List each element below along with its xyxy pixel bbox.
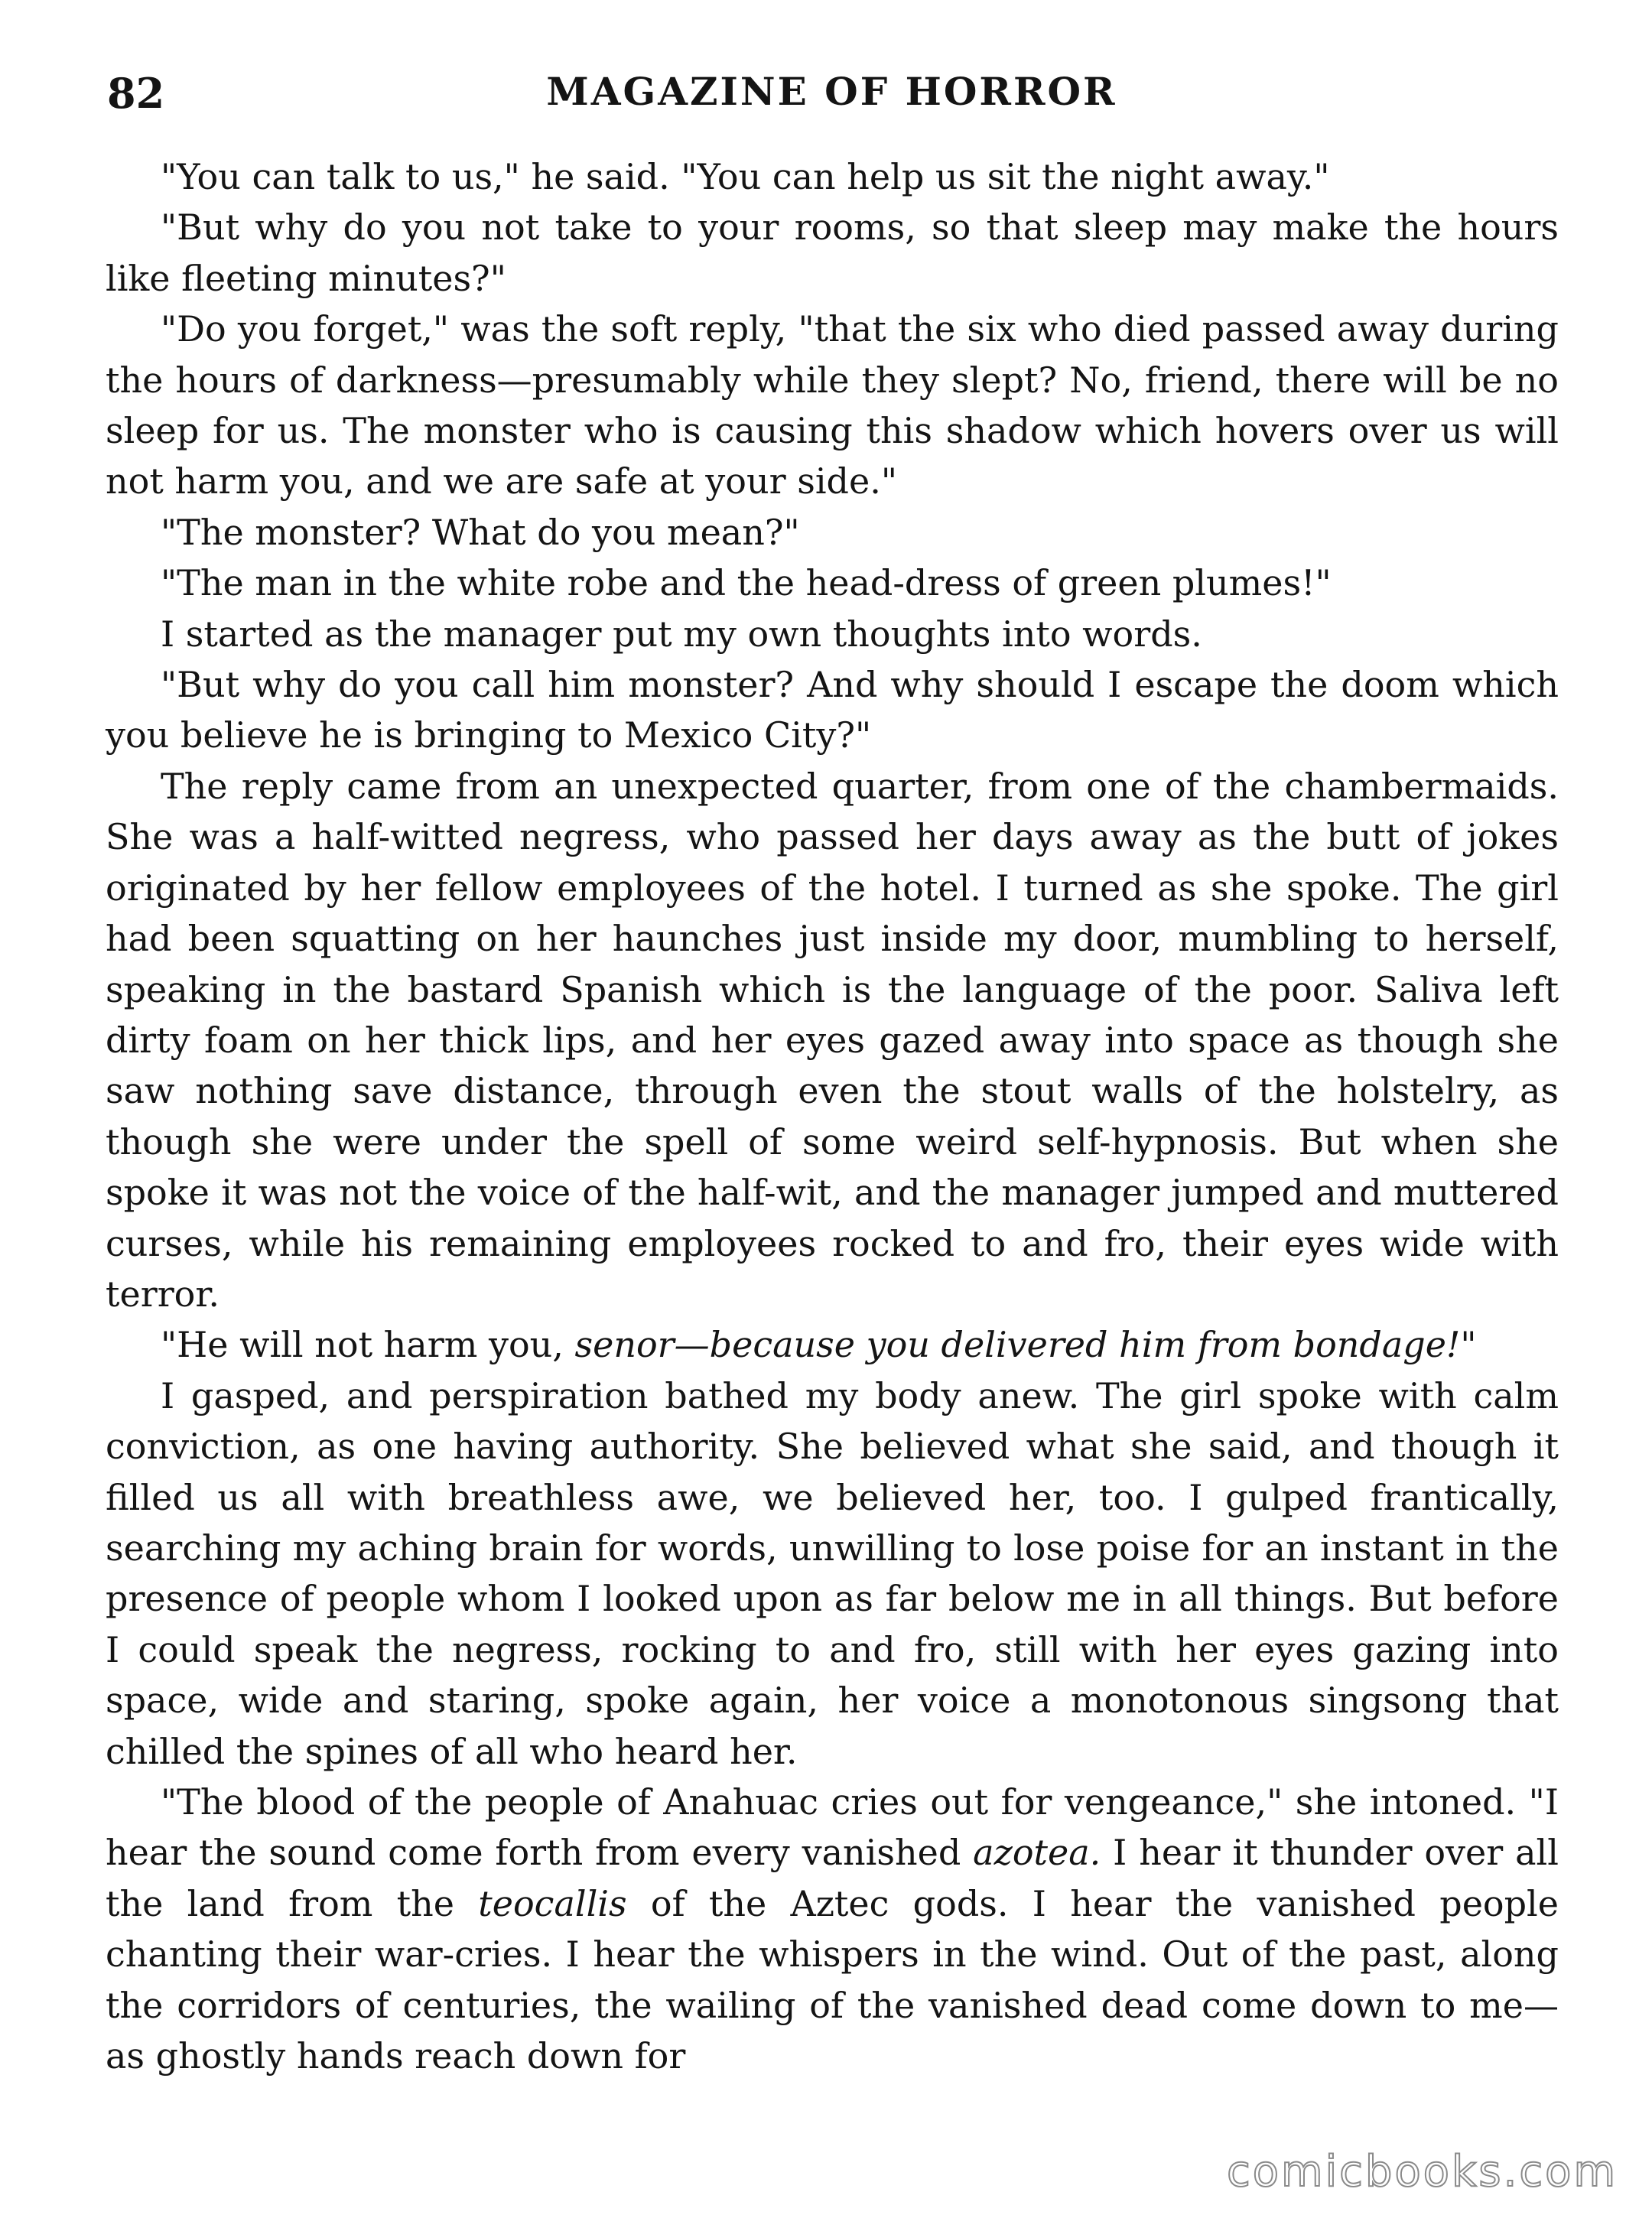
story-paragraph (106, 609, 1559, 659)
text-run: I started as the manager put my own thoughts into words. (161, 613, 1202, 655)
page-header (107, 69, 1556, 138)
site-watermark: comicbooks.com (1226, 2147, 1618, 2197)
story-paragraph (106, 1319, 1559, 1370)
text-run: "He will not harm you, (161, 1324, 575, 1366)
text-run: "But why do you call him monster? And why should I escape the doom which you believe he is bringing to Mexico City?" (106, 664, 1559, 756)
story-paragraph (106, 507, 1559, 558)
story-paragraph (106, 1777, 1559, 2081)
italic-text-run: senor—because you delivered him from bondage! (574, 1324, 1461, 1366)
story-paragraph (106, 1371, 1559, 1777)
text-run: "The man in the white robe and the head-dress of green plumes!" (161, 562, 1332, 604)
text-run: " (1460, 1324, 1477, 1366)
text-run: "You can talk to us," he said. "You can help us sit the night away." (161, 156, 1330, 197)
text-run: "The monster? What do you mean?" (161, 511, 800, 553)
story-paragraph (106, 151, 1559, 202)
italic-text-run: teocallis (478, 1882, 627, 1924)
italic-text-run: azotea. (973, 1832, 1101, 1874)
story-paragraph (106, 558, 1559, 608)
story-paragraph (106, 202, 1559, 304)
text-run: "Do you forget," was the soft reply, "that the six who died passed away during the hours of darkness—presumably while they slept? No, friend, there will be no sleep for us. The monster who is causing this shadow which hovers over us will not harm you, and we are safe at your side." (106, 308, 1559, 502)
running-title: MAGAZINE OF HORROR (546, 69, 1117, 114)
story-body-text (106, 151, 1559, 2081)
story-paragraph (106, 659, 1559, 761)
text-run: "But why do you not take to your rooms, so that sleep may make the hours like fleeting minutes?" (106, 207, 1559, 299)
story-paragraph (106, 761, 1559, 1319)
text-run: I gasped, and perspiration bathed my body anew. The girl spoke with calm conviction, as one having authority. She believed what she said, and though it filled us all with breathless awe, we believed her, too. I gulped frantically, searching my aching brain for words, unwilling to lose poise for an instant in the presence of people whom I looked upon as far below me in all things. But before I could speak the negress, rocking to and fro, still with her eyes gazing into space, wide and staring, spoke again, her voice a monotonous singsong that chilled the spines of all who heard her. (106, 1374, 1559, 1772)
text-run: The reply came from an unexpected quarter, from one of the chambermaids. She was a half-witted negress, who passed her days away as the butt of jokes originated by her fellow employees of the hotel. I turned as she spoke. The girl had been squatting on her haunches just inside my door, mumbling to herself, speaking in the bastard Spanish which is the language of the poor. Saliva left dirty foam on her thick lips, and her eyes gazed away into space as though she saw nothing save distance, through even the stout walls of the holstelry, as though she were under the spell of some weird self-hypnosis. But when she spoke it was not the voice of the half-wit, and the manager jumped and muttered curses, while his remaining employees rocked to and fro, their eyes wide with terror. (106, 765, 1559, 1315)
text-run: of the Aztec gods. I hear the vanished people chanting their war-cries. I hear the whispers in the wind. Out of the past, along the corridors of centuries, the wailing of the vanished dead come down to me— as ghostly hands reach down for (106, 1882, 1559, 2077)
story-paragraph (106, 304, 1559, 507)
text-run: I hear it thunder over all the land from the (106, 1832, 1559, 1924)
page-number: 82 (107, 69, 165, 118)
text-run: "The blood of the people of Anahuac cries out for vengeance," she intoned. "I hear the sound come forth from every vanished (106, 1781, 1559, 1874)
